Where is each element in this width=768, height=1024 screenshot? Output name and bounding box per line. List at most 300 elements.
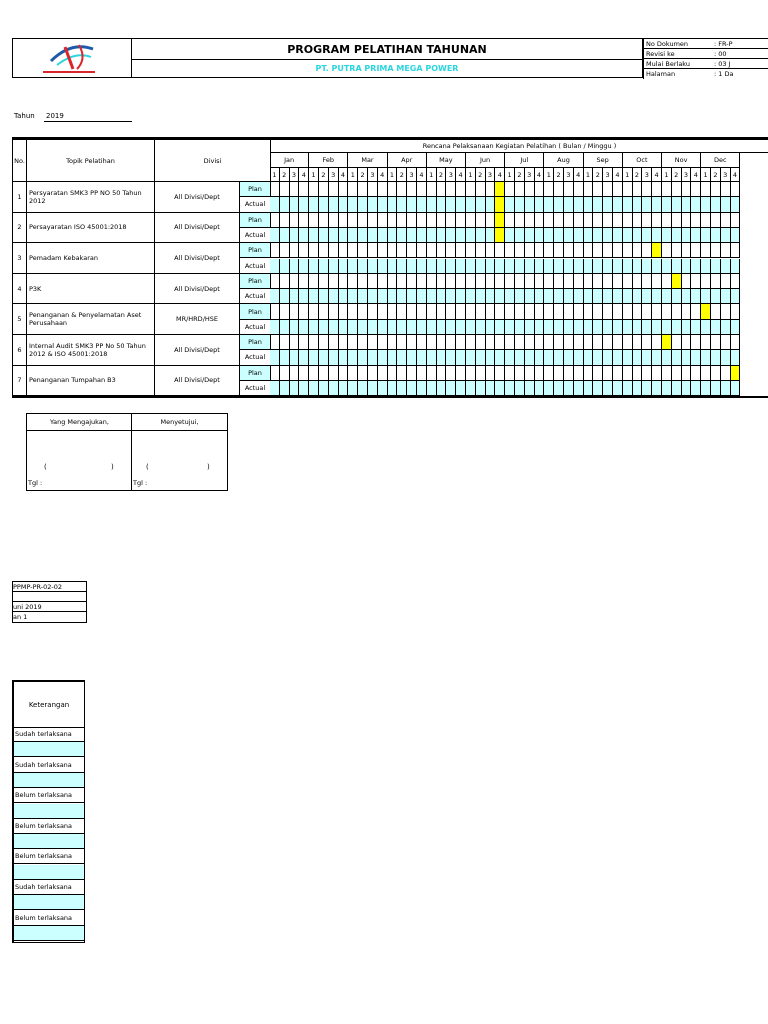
plan-cell: [329, 366, 339, 381]
actual-cell: [456, 289, 466, 304]
actual-cell: [554, 259, 564, 274]
actual-cell: [348, 197, 358, 212]
actual-cell: [417, 289, 427, 304]
actual-cell: [329, 350, 339, 365]
plan-cell: [309, 182, 319, 197]
actual-cell: [309, 228, 319, 243]
actual-cell: [584, 289, 594, 304]
actual-cell: [339, 381, 349, 396]
actual-cell: [682, 350, 692, 365]
plan-cell: [456, 243, 466, 258]
plan-cell: [309, 304, 319, 319]
actual-cell: [652, 381, 662, 396]
plan-cell: [672, 182, 682, 197]
plan-cell: [329, 213, 339, 228]
actual-cell: [642, 259, 652, 274]
row-topik: Persyaratan SMK3 PP NO 50 Tahun 2012: [27, 182, 155, 213]
actual-cell: [446, 197, 456, 212]
plan-cell: [348, 182, 358, 197]
tgl-label: Tgl :: [28, 479, 43, 487]
actual-cell: [544, 320, 554, 335]
actual-cell: [476, 197, 486, 212]
plan-cell: [456, 304, 466, 319]
actual-cell: [437, 350, 447, 365]
actual-cell: [407, 350, 417, 365]
company-name: PT. PUTRA PRIMA MEGA POWER: [315, 64, 459, 73]
plan-label: Plan: [240, 274, 271, 289]
plan-cell: [270, 335, 280, 350]
actual-cell: [290, 381, 300, 396]
actual-cell: [378, 320, 388, 335]
actual-cell: [662, 259, 672, 274]
actual-cell: [407, 320, 417, 335]
actual-cell: [701, 320, 711, 335]
plan-cell: [505, 274, 515, 289]
plan-cell: [691, 304, 701, 319]
plan-cell: [417, 274, 427, 289]
paren-open: (: [146, 463, 149, 471]
actual-cell: [505, 197, 515, 212]
keterangan-row: Sudah terlaksana: [14, 727, 84, 742]
plan-cell: [662, 274, 672, 289]
actual-cell: [633, 381, 643, 396]
actual-cell: [662, 350, 672, 365]
plan-cell: [721, 182, 731, 197]
actual-cell: [299, 259, 309, 274]
plan-cell: [525, 243, 535, 258]
actual-cell: [564, 320, 574, 335]
actual-cell: [319, 350, 329, 365]
actual-cell: [535, 320, 545, 335]
actual-cell: [721, 228, 731, 243]
signature-left: [27, 414, 132, 490]
actual-cell: [446, 381, 456, 396]
plan-cell: [711, 182, 721, 197]
actual-cell: [456, 320, 466, 335]
plan-cell: [466, 213, 476, 228]
keterangan-row: [14, 742, 84, 757]
month-header: Oct: [623, 153, 662, 168]
plan-cell: [358, 366, 368, 381]
plan-cell: [515, 366, 525, 381]
actual-cell: [682, 381, 692, 396]
plan-cell: [309, 213, 319, 228]
actual-cell: [437, 197, 447, 212]
plan-cell: [270, 182, 280, 197]
plan-cell: [535, 304, 545, 319]
meta-value: : FR-P: [714, 40, 733, 48]
actual-cell: [378, 197, 388, 212]
week-header: 3: [525, 168, 535, 182]
actual-cell: [427, 228, 437, 243]
plan-cell: [495, 366, 505, 381]
plan-cell: [574, 182, 584, 197]
week-header: 1: [466, 168, 476, 182]
actual-cell: [280, 197, 290, 212]
actual-cell: [574, 259, 584, 274]
plan-cell: [339, 304, 349, 319]
plan-cell: [348, 335, 358, 350]
actual-cell: [417, 228, 427, 243]
month-header: Feb: [309, 153, 348, 168]
plan-cell: [456, 182, 466, 197]
actual-cell: [319, 320, 329, 335]
actual-cell: [544, 350, 554, 365]
actual-cell: [270, 259, 280, 274]
month-header: Dec: [701, 153, 740, 168]
row-divisi: All Divisi/Dept: [155, 243, 240, 274]
actual-cell: [564, 381, 574, 396]
actual-cell: [593, 228, 603, 243]
keterangan-row: Belum terlaksana: [14, 788, 84, 803]
actual-cell: [270, 197, 280, 212]
plan-cell: [652, 366, 662, 381]
actual-cell: [711, 320, 721, 335]
actual-cell: [691, 197, 701, 212]
plan-cell: [535, 366, 545, 381]
plan-cell: [721, 213, 731, 228]
actual-cell: [339, 320, 349, 335]
week-header: 2: [515, 168, 525, 182]
plan-cell: [633, 304, 643, 319]
week-header: 4: [613, 168, 623, 182]
plan-cell: [633, 213, 643, 228]
actual-cell: [280, 289, 290, 304]
actual-cell: [682, 228, 692, 243]
plan-cell: [623, 304, 633, 319]
plan-cell: [652, 274, 662, 289]
actual-cell: [358, 259, 368, 274]
plan-cell: [623, 243, 633, 258]
keterangan-row: [14, 773, 84, 788]
actual-cell: [270, 289, 280, 304]
plan-cell: [417, 213, 427, 228]
plan-cell: [721, 335, 731, 350]
plan-cell: [544, 182, 554, 197]
plan-cell: [446, 182, 456, 197]
month-header: May: [427, 153, 466, 168]
actual-cell: [495, 320, 505, 335]
week-header: 2: [593, 168, 603, 182]
actual-cell: [476, 381, 486, 396]
actual-cell: [486, 228, 496, 243]
actual-cell: [672, 350, 682, 365]
plan-cell: [358, 243, 368, 258]
actual-cell: [603, 289, 613, 304]
plan-cell: [574, 274, 584, 289]
actual-cell: [544, 381, 554, 396]
week-header: 3: [682, 168, 692, 182]
plan-cell: [378, 304, 388, 319]
actual-cell: [397, 197, 407, 212]
plan-cell: [682, 274, 692, 289]
actual-cell: [574, 197, 584, 212]
plan-cell: [388, 304, 398, 319]
paren-close: ): [111, 463, 114, 471]
row-divisi: All Divisi/Dept: [155, 366, 240, 397]
plan-cell: [554, 366, 564, 381]
plan-cell: [731, 243, 741, 258]
actual-cell: [456, 259, 466, 274]
actual-cell: [368, 381, 378, 396]
actual-highlight-cell: [495, 197, 505, 212]
plan-cell: [691, 335, 701, 350]
actual-cell: [309, 289, 319, 304]
actual-cell: [721, 197, 731, 212]
plan-cell: [584, 213, 594, 228]
plan-cell: [642, 274, 652, 289]
actual-cell: [642, 320, 652, 335]
plan-cell: [319, 213, 329, 228]
plan-cell: [731, 182, 741, 197]
plan-label: Plan: [240, 304, 271, 319]
actual-cell: [701, 259, 711, 274]
actual-cell: [633, 289, 643, 304]
row-number: 3: [12, 243, 27, 274]
actual-cell: [486, 289, 496, 304]
plan-cell: [299, 213, 309, 228]
plan-cell: [603, 304, 613, 319]
actual-cell: [535, 228, 545, 243]
training-schedule-table: [12, 137, 768, 399]
actual-cell: [574, 381, 584, 396]
plan-cell: [593, 182, 603, 197]
plan-cell: [652, 213, 662, 228]
actual-cell: [672, 259, 682, 274]
plan-cell: [564, 335, 574, 350]
plan-label: Plan: [240, 243, 271, 258]
week-header: 3: [407, 168, 417, 182]
actual-cell: [417, 320, 427, 335]
actual-cell: [642, 350, 652, 365]
keterangan-row: Belum terlaksana: [14, 849, 84, 864]
signature-right-title: Menyetujui,: [132, 414, 227, 431]
actual-cell: [466, 228, 476, 243]
actual-cell: [348, 259, 358, 274]
actual-cell: [299, 289, 309, 304]
plan-cell: [437, 274, 447, 289]
week-header: 2: [633, 168, 643, 182]
actual-cell: [662, 228, 672, 243]
plan-cell: [593, 304, 603, 319]
actual-cell: [554, 381, 564, 396]
plan-cell: [427, 182, 437, 197]
plan-cell: [397, 335, 407, 350]
plan-cell: [388, 182, 398, 197]
plan-cell: [378, 243, 388, 258]
actual-cell: [515, 228, 525, 243]
actual-cell: [633, 228, 643, 243]
meta-row: [643, 68, 768, 79]
actual-cell: [711, 197, 721, 212]
actual-cell: [564, 289, 574, 304]
plan-cell: [339, 182, 349, 197]
plan-cell: [319, 366, 329, 381]
plan-cell: [319, 335, 329, 350]
actual-cell: [329, 320, 339, 335]
actual-cell: [437, 259, 447, 274]
plan-cell: [633, 274, 643, 289]
week-header: 3: [603, 168, 613, 182]
plan-cell: [299, 366, 309, 381]
plan-cell: [701, 243, 711, 258]
plan-cell: [368, 213, 378, 228]
actual-cell: [486, 197, 496, 212]
actual-cell: [407, 381, 417, 396]
plan-cell: [280, 213, 290, 228]
actual-cell: [525, 320, 535, 335]
plan-cell: [358, 335, 368, 350]
actual-cell: [270, 228, 280, 243]
plan-cell: [495, 243, 505, 258]
week-header: 4: [691, 168, 701, 182]
plan-cell: [427, 213, 437, 228]
actual-cell: [584, 228, 594, 243]
actual-cell: [378, 381, 388, 396]
month-header: Jul: [505, 153, 544, 168]
actual-cell: [348, 350, 358, 365]
actual-cell: [486, 320, 496, 335]
plan-cell: [623, 335, 633, 350]
actual-cell: [358, 350, 368, 365]
plan-cell: [691, 366, 701, 381]
plan-cell: [417, 243, 427, 258]
actual-cell: [466, 289, 476, 304]
actual-cell: [574, 350, 584, 365]
actual-cell: [603, 350, 613, 365]
actual-cell: [623, 197, 633, 212]
actual-cell: [309, 197, 319, 212]
plan-cell: [505, 213, 515, 228]
plan-cell: [691, 243, 701, 258]
actual-cell: [388, 259, 398, 274]
actual-cell: [388, 320, 398, 335]
plan-cell: [525, 366, 535, 381]
plan-cell: [290, 366, 300, 381]
week-header: 1: [701, 168, 711, 182]
plan-cell: [701, 335, 711, 350]
plan-cell: [476, 243, 486, 258]
actual-cell: [299, 381, 309, 396]
actual-cell: [515, 350, 525, 365]
actual-cell: [280, 228, 290, 243]
plan-cell: [368, 274, 378, 289]
actual-cell: [652, 259, 662, 274]
row-topik: Penanganan Tumpahan B3: [27, 366, 155, 397]
actual-cell: [701, 228, 711, 243]
plan-cell: [486, 274, 496, 289]
plan-cell: [290, 243, 300, 258]
actual-cell: [642, 381, 652, 396]
actual-cell: [613, 228, 623, 243]
actual-cell: [309, 259, 319, 274]
plan-cell: [535, 213, 545, 228]
actual-cell: [642, 289, 652, 304]
row-divisi: All Divisi/Dept: [155, 274, 240, 305]
plan-cell: [427, 335, 437, 350]
plan-cell: [388, 213, 398, 228]
plan-cell: [427, 243, 437, 258]
actual-label: Actual: [240, 350, 271, 365]
actual-cell: [682, 289, 692, 304]
week-header: 4: [417, 168, 427, 182]
plan-cell: [309, 366, 319, 381]
plan-cell: [515, 274, 525, 289]
plan-cell: [554, 335, 564, 350]
actual-cell: [456, 381, 466, 396]
col-header-divisi: Divisi: [155, 140, 271, 182]
plan-cell: [525, 213, 535, 228]
actual-cell: [691, 228, 701, 243]
actual-cell: [329, 228, 339, 243]
week-header: 2: [397, 168, 407, 182]
plan-cell: [456, 274, 466, 289]
plan-cell: [456, 213, 466, 228]
week-header: 2: [358, 168, 368, 182]
week-header: 2: [672, 168, 682, 182]
document-meta-continued: [12, 581, 85, 621]
actual-cell: [476, 259, 486, 274]
actual-cell: [505, 259, 515, 274]
actual-cell: [691, 289, 701, 304]
actual-cell: [535, 381, 545, 396]
paren-open: (: [44, 463, 47, 471]
actual-cell: [652, 197, 662, 212]
actual-cell: [388, 228, 398, 243]
actual-cell: [280, 350, 290, 365]
plan-cell: [407, 243, 417, 258]
plan-cell: [339, 335, 349, 350]
row-number: 7: [12, 366, 27, 397]
plan-cell: [368, 243, 378, 258]
plan-cell: [613, 304, 623, 319]
plan-cell: [564, 304, 574, 319]
actual-cell: [446, 320, 456, 335]
plan-cell: [319, 304, 329, 319]
plan-cell: [613, 213, 623, 228]
actual-cell: [613, 197, 623, 212]
plan-cell: [368, 335, 378, 350]
actual-cell: [397, 289, 407, 304]
actual-cell: [701, 350, 711, 365]
meta-value: : 03 J: [714, 60, 731, 68]
plan-cell: [623, 274, 633, 289]
actual-cell: [574, 320, 584, 335]
plan-cell: [544, 274, 554, 289]
plan-cell: [721, 243, 731, 258]
actual-cell: [397, 381, 407, 396]
plan-cell: [672, 366, 682, 381]
actual-cell: [427, 320, 437, 335]
week-header: 1: [584, 168, 594, 182]
keterangan-row: Sudah terlaksana: [14, 880, 84, 895]
plan-cell: [584, 243, 594, 258]
meta-value: : 1 Da: [714, 70, 734, 78]
plan-cell: [525, 182, 535, 197]
plan-cell: [603, 335, 613, 350]
plan-cell: [486, 243, 496, 258]
actual-cell: [446, 350, 456, 365]
plan-cell: [417, 182, 427, 197]
plan-cell: [309, 243, 319, 258]
plan-cell: [535, 243, 545, 258]
paren-close: ): [207, 463, 210, 471]
plan-cell: [407, 274, 417, 289]
plan-highlight-cell: [652, 243, 662, 258]
week-header: 3: [446, 168, 456, 182]
actual-cell: [731, 289, 741, 304]
plan-cell: [466, 243, 476, 258]
